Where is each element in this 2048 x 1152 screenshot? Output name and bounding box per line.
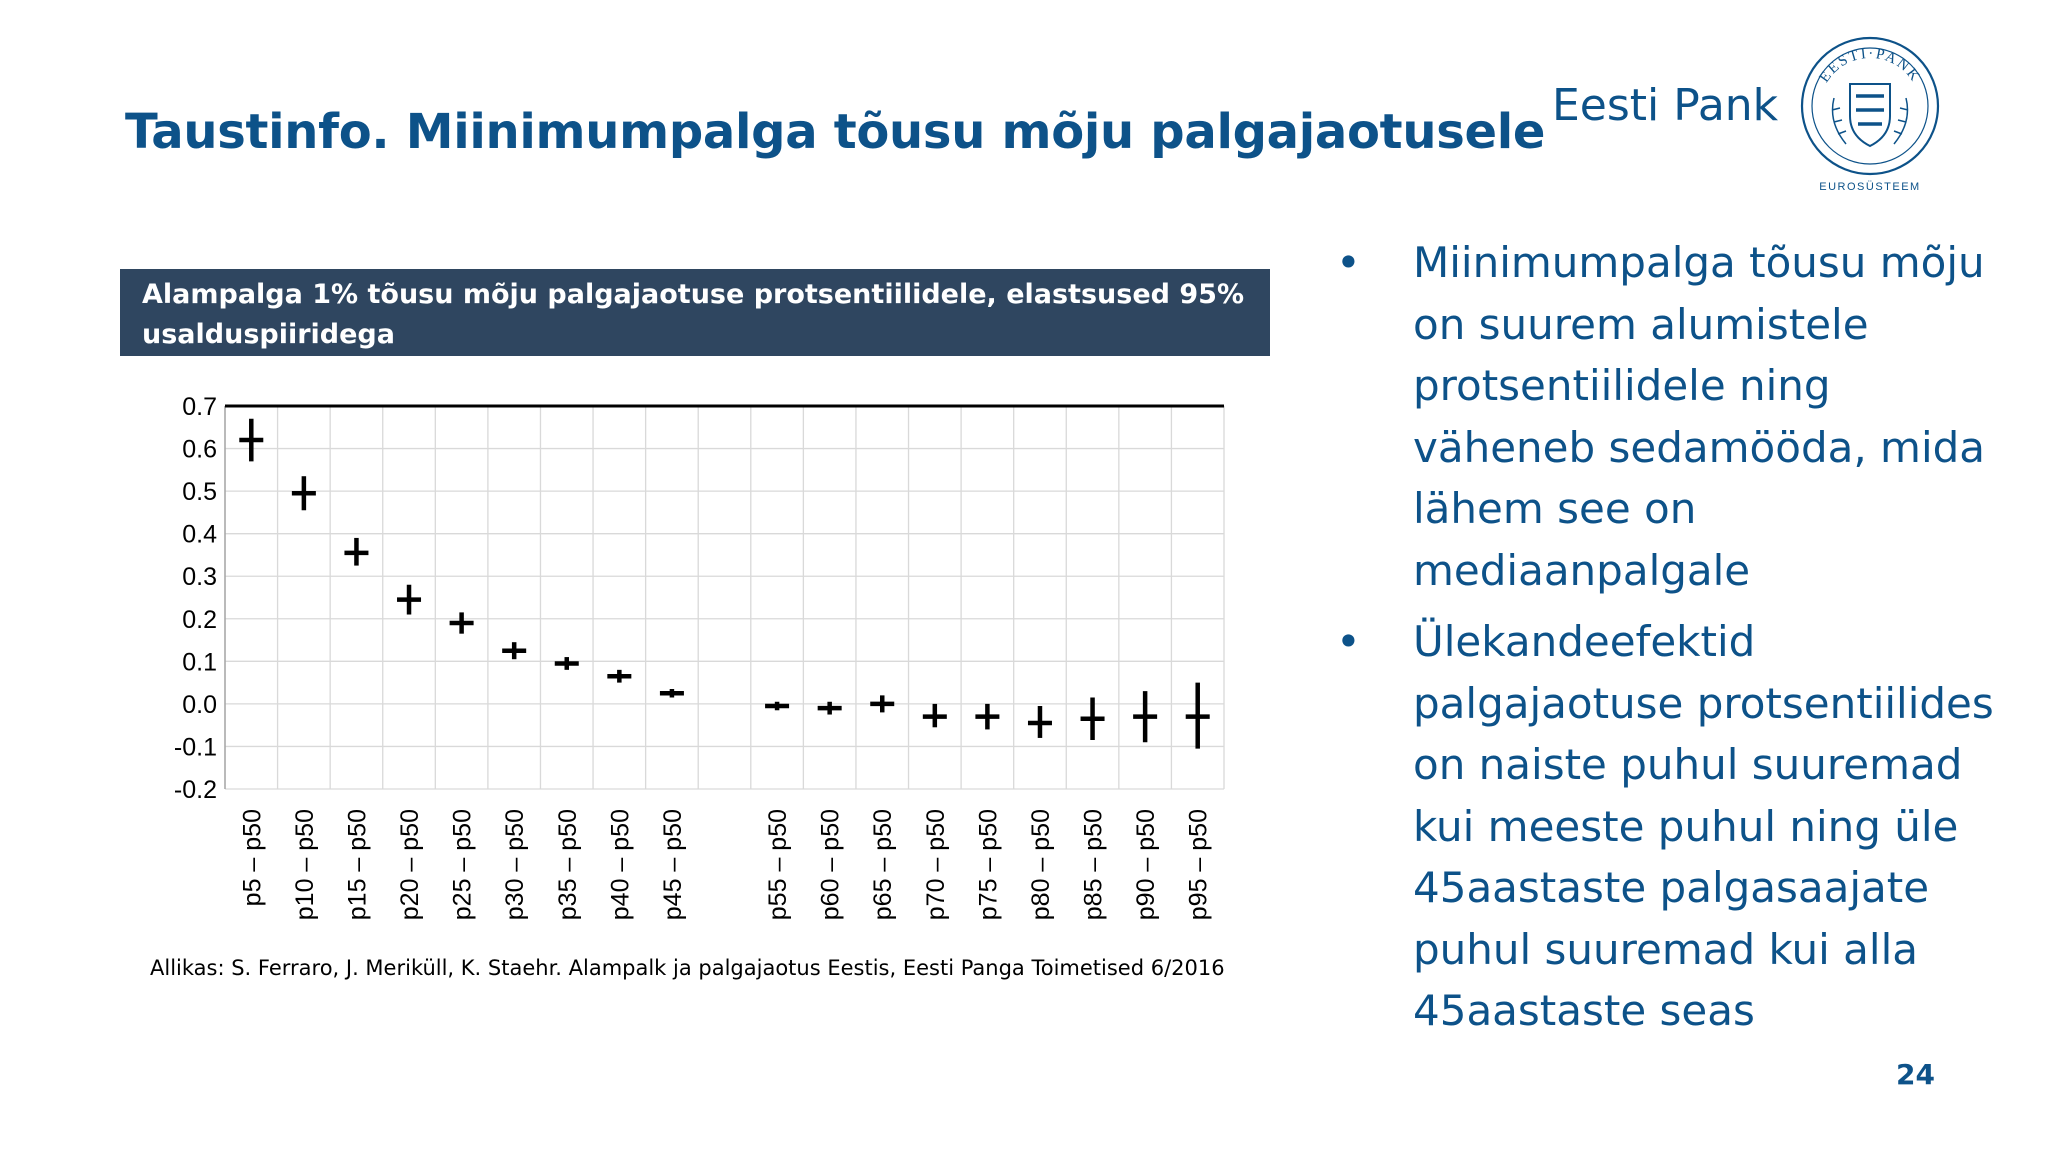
x-category-label: p10 – p50 bbox=[290, 809, 319, 921]
data-markers bbox=[239, 419, 1209, 749]
x-category-label: p95 – p50 bbox=[1184, 809, 1213, 921]
x-category-label: p55 – p50 bbox=[764, 809, 793, 921]
y-tick-label: -0.2 bbox=[173, 776, 217, 804]
y-tick-label: 0.6 bbox=[182, 435, 217, 464]
x-category-label: p5 – p50 bbox=[238, 809, 267, 907]
y-tick-label: 0.5 bbox=[182, 478, 217, 507]
chart bbox=[120, 380, 1260, 940]
brand-name: Eesti Pank bbox=[1552, 80, 1779, 131]
x-category-label: p85 – p50 bbox=[1079, 809, 1108, 921]
x-category-label: p90 – p50 bbox=[1132, 809, 1161, 921]
source-note: Allikas: S. Ferraro, J. Meriküll, K. Staehr. Alampalk ja palgajaotus Eestis, Eesti Panga Toimetised 6/2016 bbox=[150, 956, 1225, 980]
y-tick-label: 0.0 bbox=[182, 690, 217, 719]
bullet-text: Ülekandeefektid palgajaotuse protsentiilides on naiste puhul suuremad kui meeste puhul ning üle 45aastaste palgasaajate puhul suuremad kui alla 45aastaste seas bbox=[1413, 617, 1994, 1035]
oak-branch-right-icon bbox=[1894, 98, 1908, 144]
bullet-dot: • bbox=[1336, 238, 1361, 287]
y-tick-label: -0.1 bbox=[173, 733, 217, 762]
x-category-label: p15 – p50 bbox=[343, 809, 372, 921]
y-axis-ticks bbox=[174, 393, 217, 804]
y-tick-label: 0.2 bbox=[182, 605, 217, 634]
bullet-dot: • bbox=[1336, 617, 1361, 666]
lion-icon bbox=[1856, 96, 1884, 124]
x-category-label: p20 – p50 bbox=[396, 809, 425, 921]
y-tick-label: 0.1 bbox=[182, 648, 217, 677]
x-category-label: p25 – p50 bbox=[448, 809, 477, 921]
x-category-label: p30 – p50 bbox=[501, 809, 530, 921]
x-category-label: p40 – p50 bbox=[606, 809, 635, 921]
bullet-text: Miinimumpalga tõusu mõju on suurem alumistele protsentiilidele ning väheneb sedamööda, mida lähem see on mediaanpalgale bbox=[1413, 238, 1986, 595]
logo-bottom-text: EUROSÜSTEEM bbox=[1819, 181, 1921, 193]
x-category-label: p65 – p50 bbox=[869, 809, 898, 921]
page-number: 24 bbox=[1896, 1058, 1935, 1091]
chart-grid bbox=[225, 406, 1224, 789]
bullet-list bbox=[1328, 232, 2018, 1042]
y-tick-label: 0.3 bbox=[182, 563, 217, 592]
oak-branch-left-icon bbox=[1832, 98, 1846, 144]
x-category-label: p75 – p50 bbox=[974, 809, 1003, 921]
y-tick-label: 0.7 bbox=[182, 393, 217, 421]
y-tick-label: 0.4 bbox=[182, 520, 217, 549]
bullet-item bbox=[1328, 232, 2018, 601]
x-category-label: p60 – p50 bbox=[816, 809, 845, 921]
x-category-label: p70 – p50 bbox=[921, 809, 950, 921]
logo-arc-text: EESTI·PANK bbox=[1816, 45, 1924, 86]
slide-title: Taustinfo. Miinimumpalga tõusu mõju palgajaotusele bbox=[125, 104, 1546, 160]
eesti-pank-logo bbox=[1798, 36, 1942, 196]
x-category-label: p35 – p50 bbox=[553, 809, 582, 921]
chart-header: Alampalga 1% tõusu mõju palgajaotuse protsentiilidele, elastsused 95% usalduspiiridega bbox=[120, 269, 1270, 356]
bullet-item bbox=[1328, 611, 2018, 1042]
shield-icon bbox=[1850, 84, 1890, 146]
x-category-label: p45 – p50 bbox=[658, 809, 687, 921]
x-category-label: p80 – p50 bbox=[1026, 808, 1055, 921]
x-axis-labels bbox=[238, 809, 1212, 920]
